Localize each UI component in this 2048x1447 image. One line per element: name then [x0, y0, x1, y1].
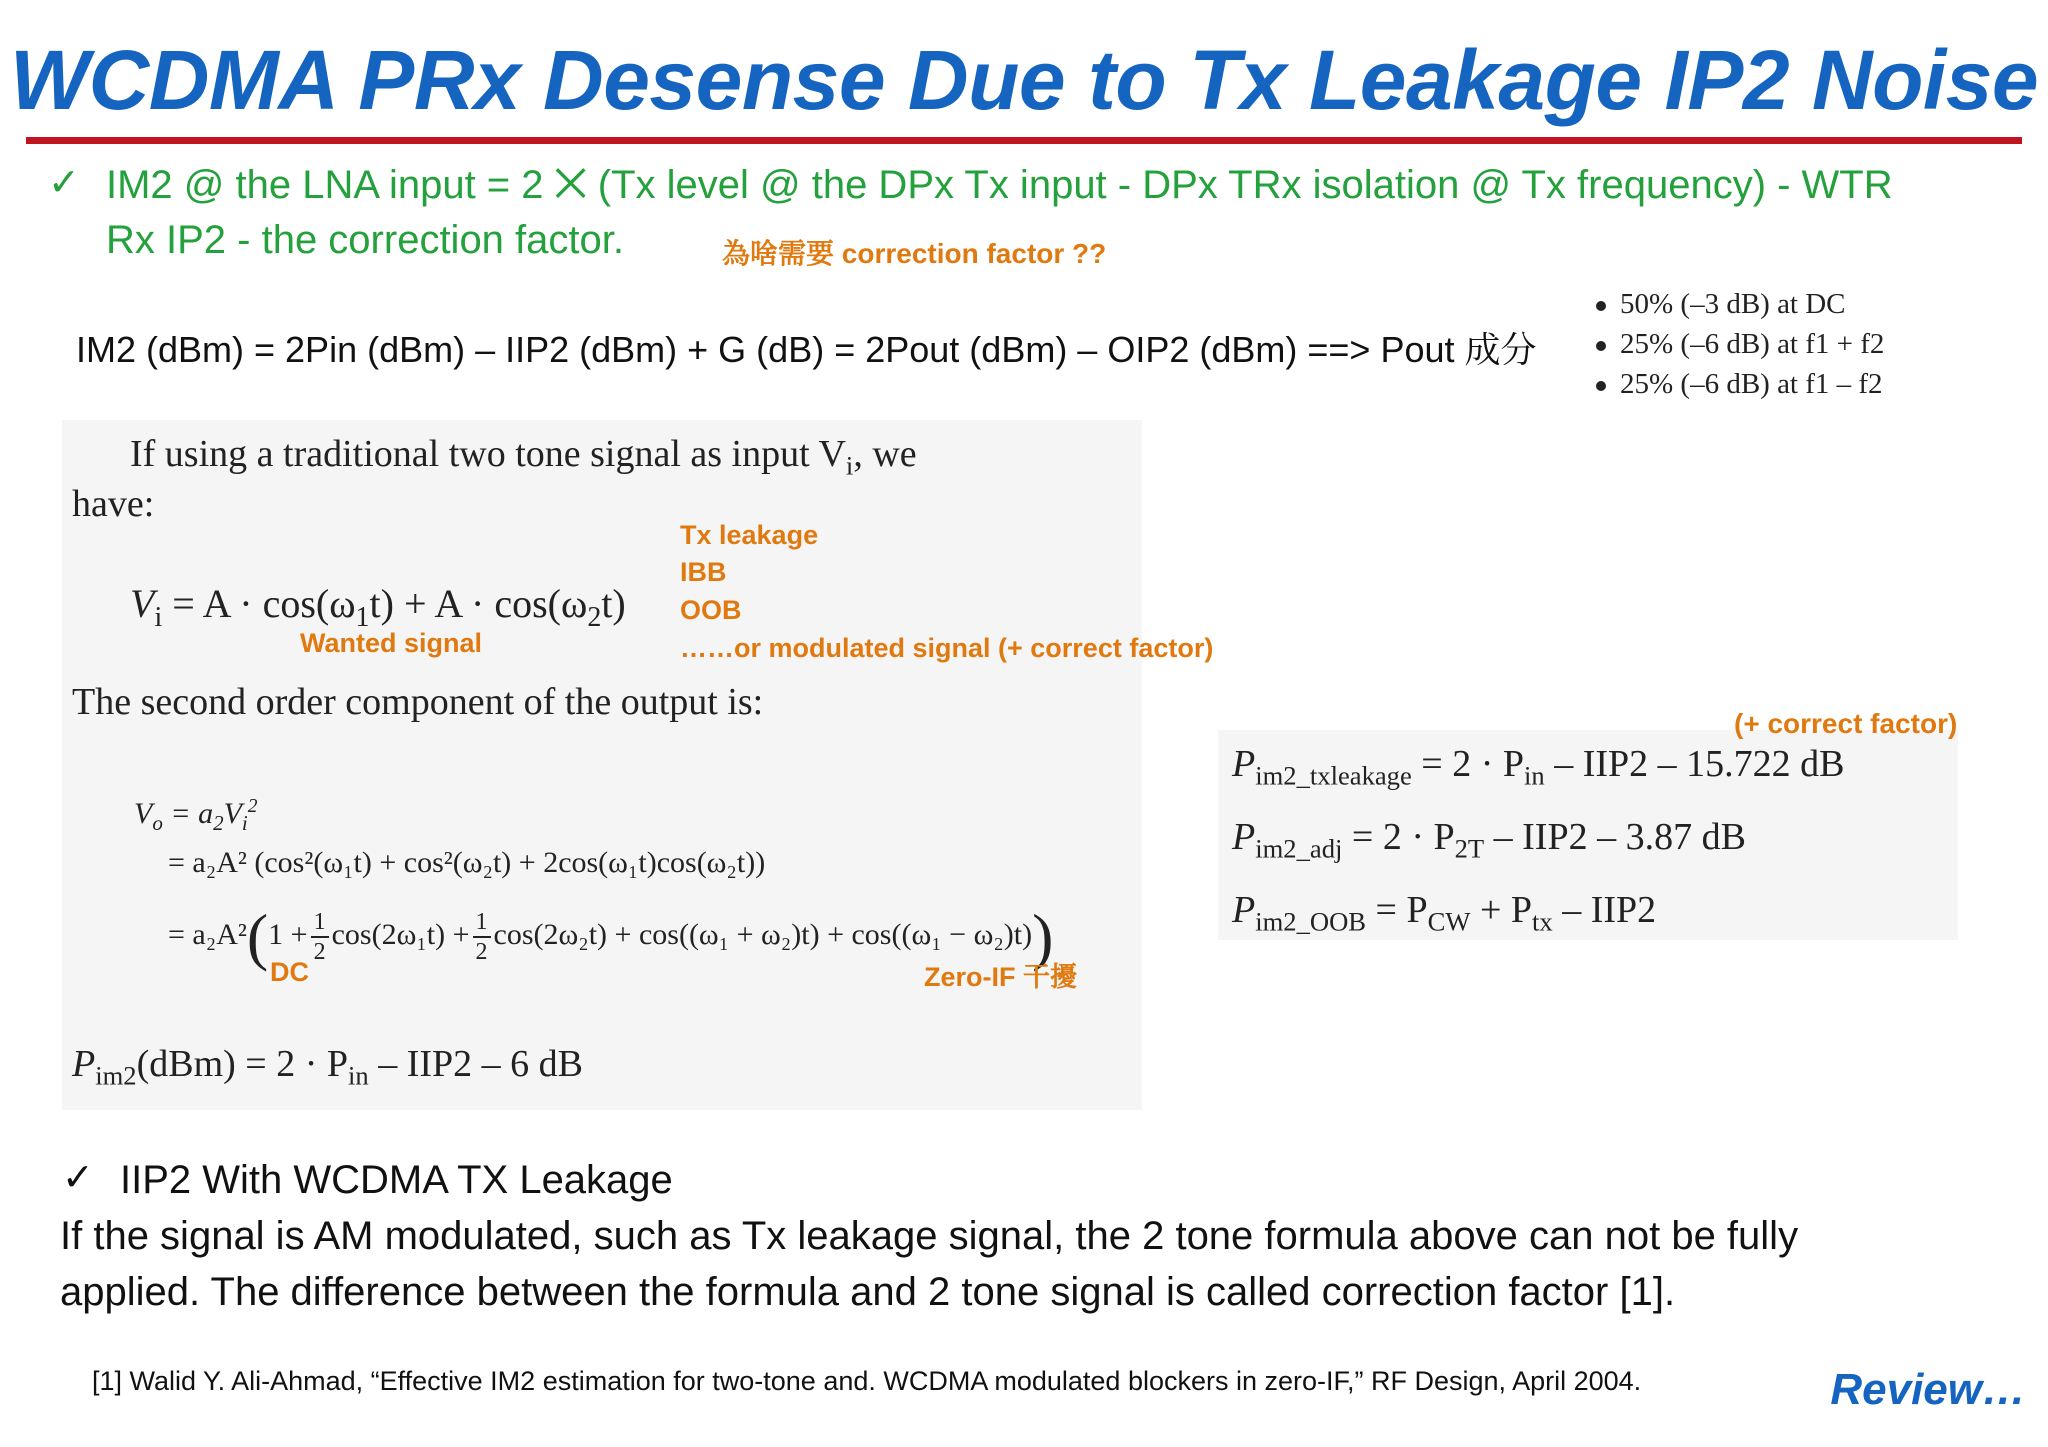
annotation-ibb: IBB [680, 557, 727, 587]
pim2-txleakage-equation: $P_{im2\_txleakage} = 2 \cdot P_{in} - IIP2 - 15.722$ dB [1232, 743, 1845, 791]
page-title: WCDMA PRx Desense Due to Tx Leakage IP2 Noise [9, 33, 2039, 127]
vo-line-1: $V_o = a_2V_i^2$ [134, 796, 258, 835]
intro-line-2: Rx IP2 - the correction factor. [106, 218, 624, 262]
component-diff: 25% (–6 dB) at f1 – f2 [1596, 368, 1946, 401]
vo-line-2: = a₂A² (cos²(ω₁t) + cos²(ω₂t) + 2cos(ω₁t)cos(ω₂t)) [168, 846, 766, 879]
body-paragraph-line-2: applied. The difference between the formula and 2 tone signal is called correction factor [1]. [60, 1270, 1676, 1314]
annotation-wanted-signal: Wanted signal [300, 628, 483, 658]
annotation-modulated: ……or modulated signal (+ correct factor) [680, 633, 1214, 663]
pim2-equation: $P_{im2}(dBm) = 2 \cdot P_{in} - IIP2 - 6$ dB [72, 1043, 584, 1091]
vo-line-3: = a₂A²(1 + $\frac{1}{2}$ cos(2ω₁t) + $\frac{1}{2}$ cos(2ω₂t) + cos((ω₁ + ω₂)t) + cos((ω₁ − ω₂)t)) [168, 901, 1054, 972]
intro-line-1: IM2 @ the LNA input = 2 ⨉ (Tx level @ the DPx Tx input - DPx TRx isolation @ Tx frequency) - WTR [106, 163, 1893, 207]
vi-equation: $V_i = A \cdot \cos(\omega_1t) + A \cdot \cos(\omega_2t)$ [130, 581, 626, 633]
bullet-icon [1596, 381, 1606, 391]
bullet-icon [1596, 341, 1606, 351]
two-tone-intro-2: have: [72, 483, 155, 525]
annotation-correct-factor: (+ correct factor) [1734, 708, 1958, 739]
reference-citation: [1] Walid Y. Ali-Ahmad, “Effective IM2 estimation for two-tone and. WCDMA modulated blockers in zero-IF,” RF Design, April 2004. [92, 1366, 1642, 1396]
paper-excerpt-panel [62, 420, 1142, 1110]
body-paragraph-line-1: If the signal is AM modulated, such as Tx leakage signal, the 2 tone formula above can not be fully [60, 1214, 1799, 1258]
checkmark-icon: ✓ [62, 1157, 94, 1199]
second-order-heading: The second order component of the output is: [72, 681, 764, 723]
bullet-icon [1596, 301, 1606, 311]
two-tone-intro: If using a traditional two tone signal as input $V_i$, we [130, 433, 917, 481]
im2-component-list [1596, 288, 1946, 408]
component-dc: 50% (–3 dB) at DC [1596, 288, 1946, 321]
title-divider [26, 137, 2022, 144]
component-sum: 25% (–6 dB) at f1 + f2 [1596, 328, 1946, 361]
checkmark-icon: ✓ [48, 162, 80, 204]
review-link[interactable]: Review… [1830, 1365, 2026, 1414]
annotation-tx-leakage: Tx leakage [680, 520, 819, 550]
pim2-adj-equation: $P_{im2\_adj} = 2 \cdot P_{2T} - IIP2 - 3.87$ dB [1232, 816, 1746, 864]
correction-factor-question: 為啥需要 correction factor ?? [722, 238, 1107, 269]
pim2-oob-equation: $P_{im2\_OOB} = P_{CW} + P_{tx} - IIP2$ [1232, 889, 1657, 937]
iip2-heading: IIP2 With WCDMA TX Leakage [120, 1158, 673, 1202]
im2-equation: IM2 (dBm) = 2Pin (dBm) – IIP2 (dBm) + G (dB) = 2Pout (dBm) – OIP2 (dBm) ==> Pout 成分 [76, 329, 1537, 370]
annotation-zero-if: Zero-IF 干擾 [924, 962, 1077, 992]
annotation-oob: OOB [680, 595, 742, 625]
annotation-dc: DC [270, 957, 309, 987]
